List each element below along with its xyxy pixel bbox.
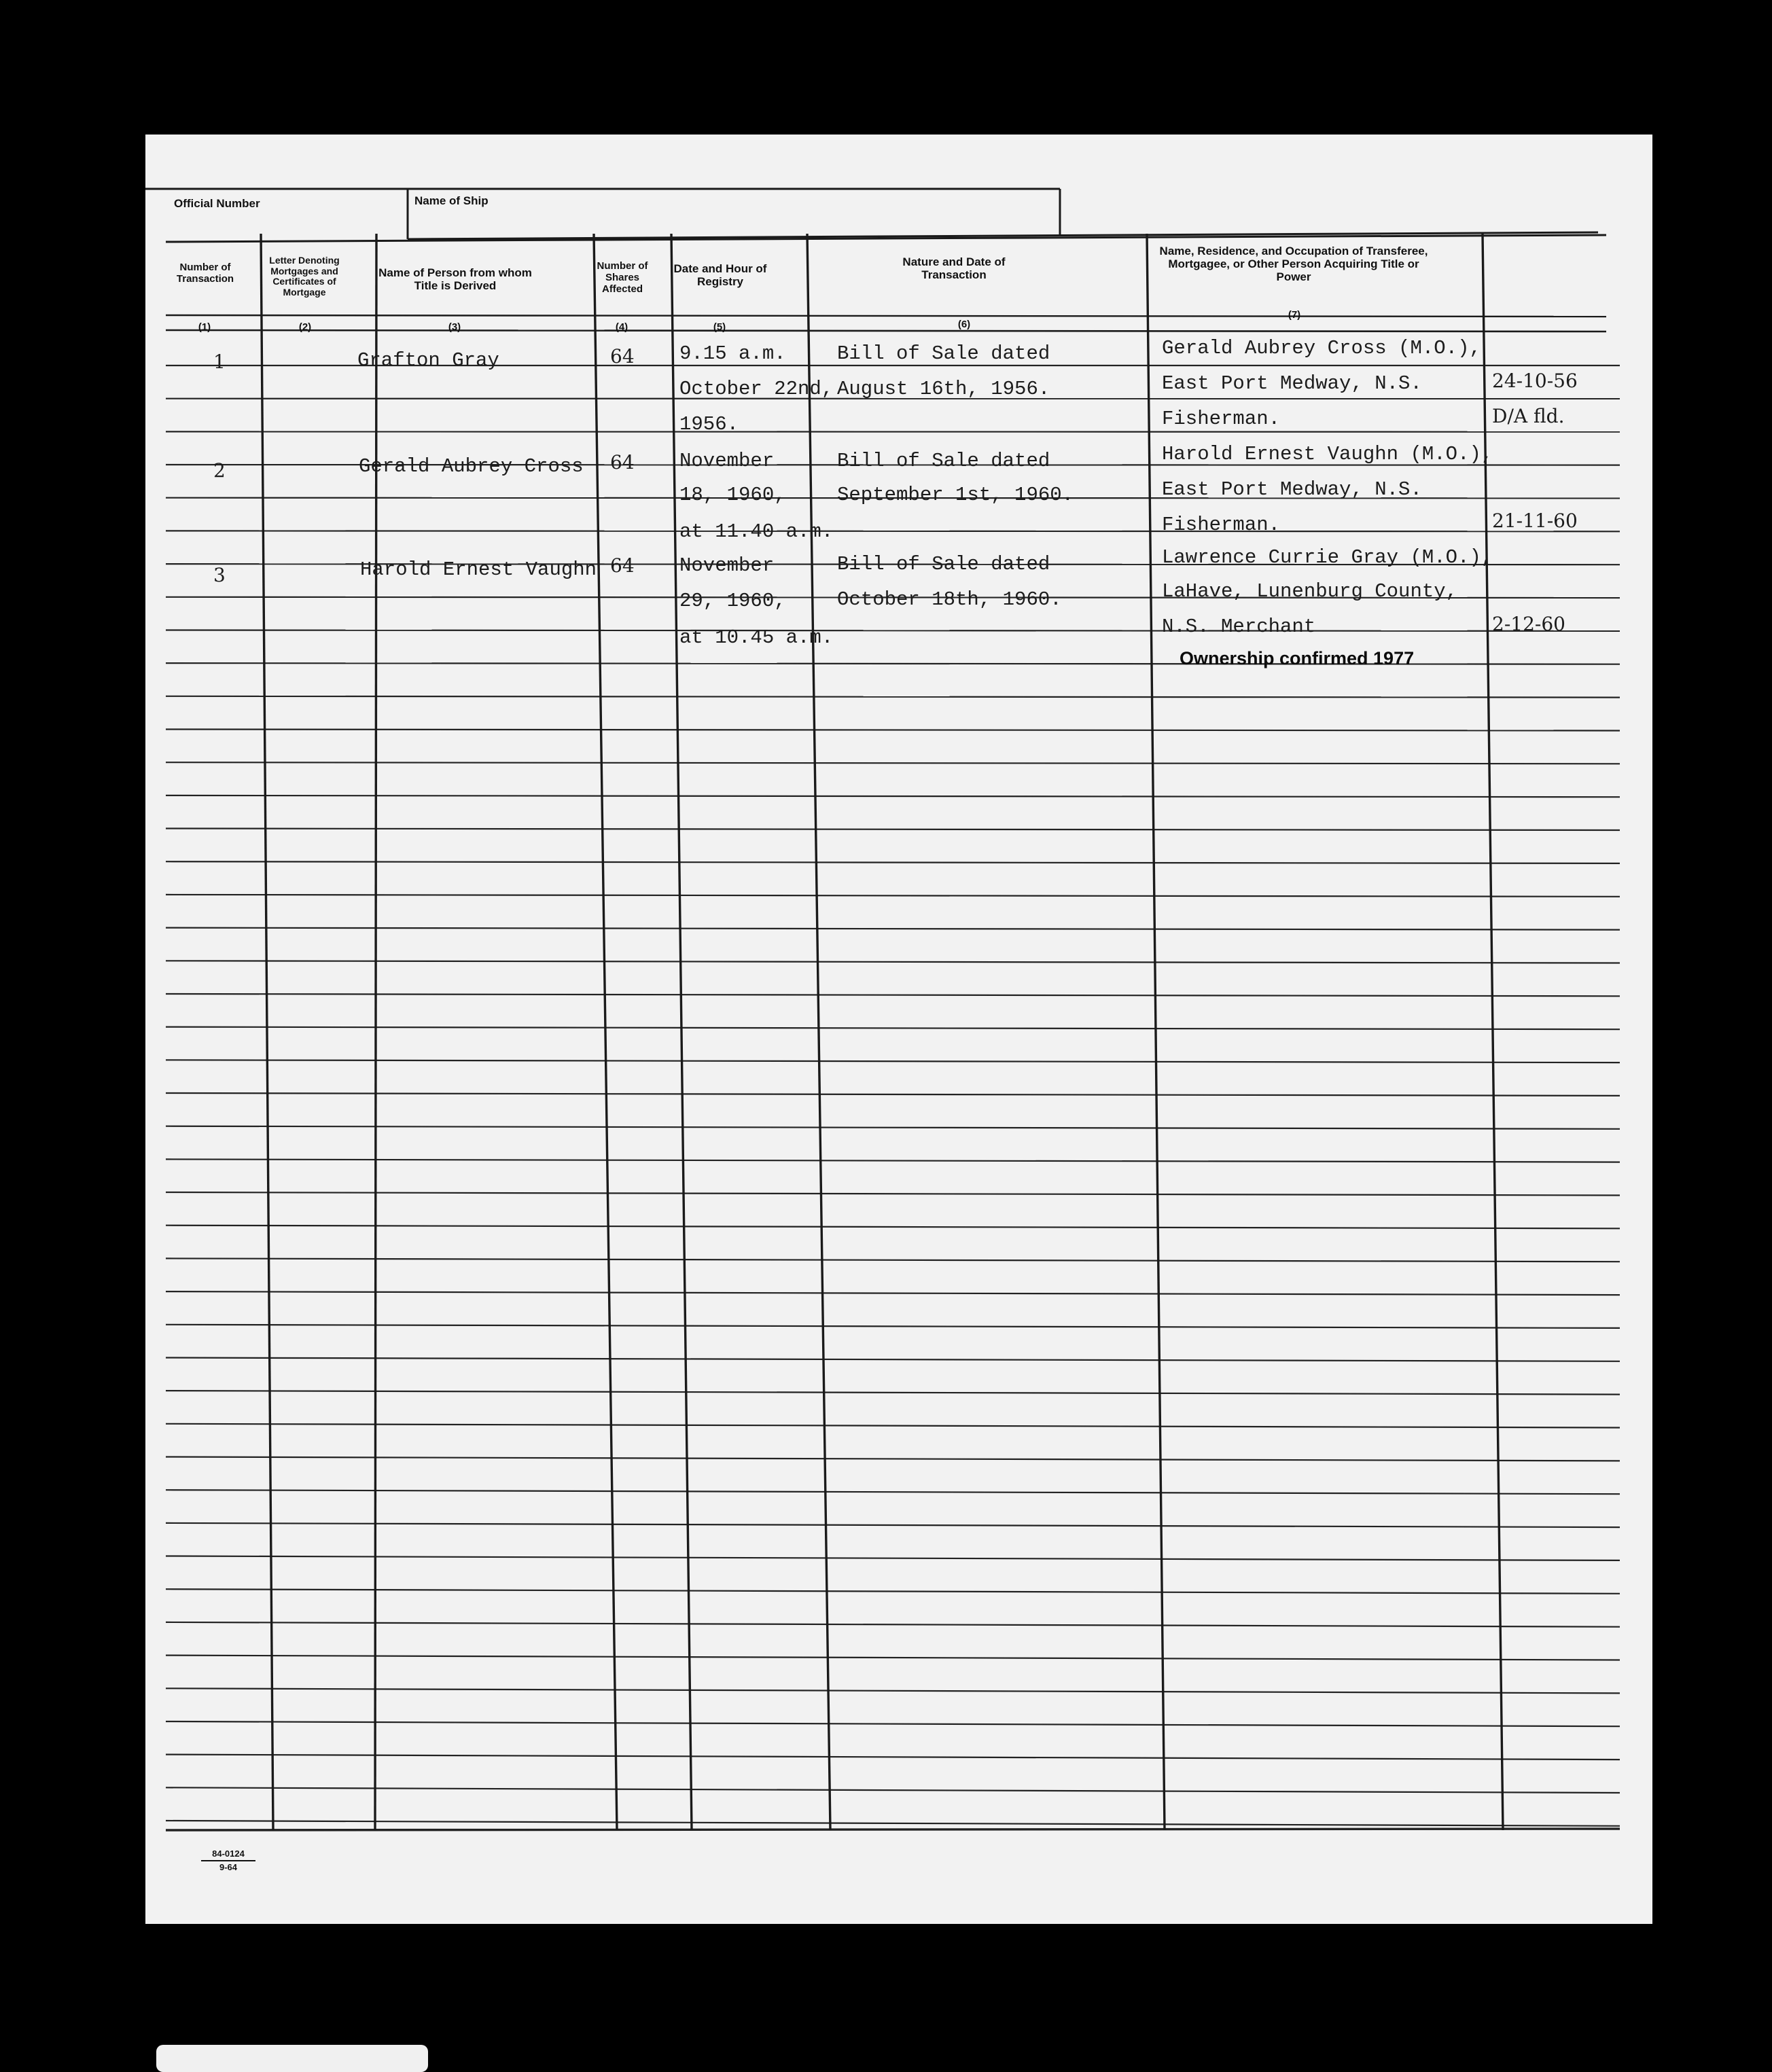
column-number-5: (5): [703, 322, 737, 334]
ruled-line: [166, 1556, 1620, 1560]
ruled-line: [166, 829, 1620, 831]
ownership-confirmed-stamp: Ownership confirmed 1977: [1180, 648, 1414, 669]
entry-2-transaction-line-1: Bill of Sale dated: [837, 450, 1050, 472]
entry-3-shares: 64: [610, 554, 635, 577]
ruled-line: [166, 1721, 1620, 1726]
ruled-line: [166, 730, 1620, 731]
entry-1-from: Grafton Gray: [357, 349, 499, 372]
form-code-line-2: 9-64: [201, 1861, 255, 1874]
entry-2-transaction-line-2: September 1st, 1960.: [837, 484, 1074, 506]
ruled-line: [166, 1192, 1620, 1196]
ruled-line: [166, 630, 1620, 631]
entry-2-from: Gerald Aubrey Cross: [359, 455, 584, 478]
film-label-tab: [156, 2045, 428, 2072]
entry-2-acquirer-line-1: Harold Ernest Vaughn (M.O.),: [1162, 443, 1493, 465]
entry-2-number: 2: [213, 459, 226, 482]
column-header-2: Letter Denoting Mortgages and Certificates of Mortgage: [260, 255, 349, 298]
entry-2-margin-line-1: 21-11-60: [1492, 510, 1578, 532]
ruled-line: [166, 696, 1620, 698]
ruled-line: [166, 796, 1620, 797]
entry-3-acquirer-line-1: Lawrence Currie Gray (M.O.),: [1162, 546, 1493, 569]
entry-1-margin-line-1: 24-10-56: [1492, 370, 1578, 392]
ruled-line: [166, 1258, 1620, 1262]
column-number-6: (6): [947, 319, 981, 331]
form-code: [201, 1848, 255, 1874]
entry-1-margin-line-2: D/A fld.: [1492, 405, 1565, 427]
entry-1-registry-line-2: October 22nd,: [679, 378, 833, 400]
column-header-7: Name, Residence, and Occupation of Transferee, Mortgagee, or Other Person Acquiring Title or Power: [1158, 245, 1430, 283]
entry-1-registry-line-1: 9.15 a.m.: [679, 342, 786, 365]
bottom-rule: [166, 1829, 1620, 1830]
entry-2-registry-line-3: at 11.40 a.m.: [679, 520, 833, 543]
entry-1-transaction-line-1: Bill of Sale dated: [837, 342, 1050, 365]
entry-2-acquirer-line-3: Fisherman.: [1162, 514, 1280, 536]
ruled-line: [166, 1093, 1620, 1096]
column-number-1: (1): [188, 322, 222, 334]
entry-2-shares: 64: [610, 451, 635, 474]
entry-2-registry-line-1: November: [679, 450, 774, 472]
entry-3-registry-line-2: 29, 1960,: [679, 590, 786, 612]
ruled-line: [166, 1490, 1620, 1494]
column-rule: [1483, 234, 1503, 1830]
ruled-line: [166, 1589, 1620, 1594]
form-code-line-1: 84-0124: [201, 1848, 255, 1861]
entry-3-from: Harold Ernest Vaughn: [360, 558, 597, 581]
ship-name-label: Name of Ship: [414, 194, 489, 207]
entry-1-shares: 64: [610, 345, 635, 368]
column-header-4: Number of Shares Affected: [587, 261, 658, 295]
ruled-line: [166, 1523, 1620, 1527]
ruled-line: [166, 1060, 1620, 1062]
ruled-line: [166, 861, 1620, 863]
ruled-grid: [145, 135, 1652, 1924]
ruled-line: [166, 1358, 1620, 1361]
ruled-line: [166, 1027, 1620, 1030]
entry-3-margin-line-1: 2-12-60: [1492, 613, 1565, 635]
entry-2-registry-line-2: 18, 1960,: [679, 484, 786, 506]
entry-1-acquirer-line-1: Gerald Aubrey Cross (M.O.),: [1162, 337, 1481, 359]
column-number-7: (7): [1277, 310, 1311, 321]
ruled-line: [166, 1622, 1620, 1627]
column-number-2: (2): [288, 322, 322, 334]
entry-3-transaction-line-1: Bill of Sale dated: [837, 553, 1050, 575]
ruled-line: [166, 1325, 1620, 1328]
ruled-line: [166, 1391, 1620, 1395]
column-number-4: (4): [605, 322, 639, 334]
ruled-line: [166, 1226, 1620, 1229]
ruled-line: [166, 1787, 1620, 1793]
entry-3-number: 3: [213, 564, 226, 586]
column-header-6: Nature and Date of Transaction: [886, 255, 1022, 281]
entry-3-acquirer-line-3: N.S. Merchant: [1162, 615, 1315, 638]
column-header-3: Name of Person from whom Title is Derived: [367, 266, 544, 292]
ruled-line: [166, 1126, 1620, 1129]
ruled-line: [166, 928, 1620, 930]
column-number-3: (3): [438, 322, 472, 334]
ruled-line: [166, 762, 1620, 764]
column-rule: [261, 234, 273, 1830]
entry-3-registry-line-1: November: [679, 554, 774, 577]
entry-1-transaction-line-2: August 16th, 1956.: [837, 378, 1050, 400]
ruled-line: [166, 961, 1620, 963]
ruled-line: [166, 895, 1620, 897]
entry-3-acquirer-line-2: LaHave, Lunenburg County,: [1162, 580, 1457, 603]
ruled-line: [166, 1688, 1620, 1693]
entry-1-registry-line-3: 1956.: [679, 413, 739, 435]
official-number-label: Official Number: [174, 197, 260, 210]
entry-1-acquirer-line-2: East Port Medway, N.S.: [1162, 372, 1422, 395]
ruled-line: [166, 1755, 1620, 1760]
ruled-line: [166, 1159, 1620, 1162]
column-rule: [1147, 234, 1165, 1830]
entry-1-acquirer-line-3: Fisherman.: [1162, 408, 1280, 430]
ruled-line: [166, 1291, 1620, 1295]
ruled-line: [166, 1424, 1620, 1428]
entry-3-registry-line-3: at 10.45 a.m.: [679, 626, 833, 649]
column-header-1: Number of Transaction: [171, 262, 239, 285]
ruled-line: [166, 1821, 1620, 1826]
ruled-line: [166, 1656, 1620, 1660]
entry-1-number: 1: [213, 351, 226, 373]
entry-3-transaction-line-2: October 18th, 1960.: [837, 588, 1062, 611]
column-header-5: Date and Hour of Registry: [673, 262, 768, 288]
entry-2-acquirer-line-2: East Port Medway, N.S.: [1162, 478, 1422, 501]
ruled-line: [166, 994, 1620, 996]
register-page: [145, 135, 1652, 1924]
ruled-line: [166, 1457, 1620, 1461]
